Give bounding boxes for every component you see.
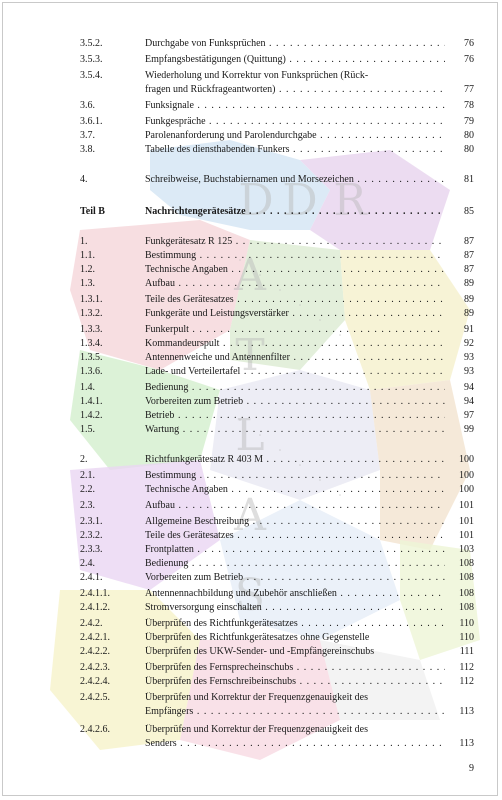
- toc-section-number: 1.3.5.: [80, 352, 103, 363]
- toc-entry-title: Kommandeurspult . . .: [145, 338, 445, 350]
- toc-page-number: 110: [459, 632, 474, 643]
- toc-section-number: 2.3.: [80, 500, 95, 511]
- toc-entry-title: Betrieb . . .: [145, 410, 445, 422]
- toc-page-number: 78: [464, 100, 474, 111]
- toc-section-number: 1.4.1.: [80, 396, 103, 407]
- toc-page-number: 103: [459, 544, 474, 555]
- toc-section-number: 2.4.2.2.: [80, 646, 110, 657]
- watermark-letter-7: A: [234, 490, 266, 541]
- watermark-letter-8: S: [234, 570, 266, 621]
- toc-entry-title: Vorbereiten zum Betrieb . . .: [145, 572, 445, 584]
- toc-page-number: 101: [459, 530, 474, 541]
- toc-entry-title: Überprüfen und Korrektur der Frequenzgenauigkeit des: [145, 692, 368, 703]
- toc-entry-title: Aufbau . . .: [145, 278, 445, 290]
- watermark-letter-1: D: [238, 175, 274, 226]
- toc-section-number: 3.6.: [80, 100, 95, 111]
- toc-page-number: 91: [464, 324, 474, 335]
- toc-section-number: 2.4.2.: [80, 618, 103, 629]
- toc-entry-title: Empfängers . . .: [145, 706, 445, 718]
- toc-page-number: 94: [464, 382, 474, 393]
- toc-section-number: 2.4.1.2.: [80, 602, 110, 613]
- toc-entry-title: Aufbau . . .: [145, 500, 445, 512]
- toc-section-number: 1.3.3.: [80, 324, 103, 335]
- toc-section-number: 4.: [80, 174, 88, 185]
- toc-entry-title: Funkgeräte und Leistungsverstärker . . .: [145, 308, 445, 320]
- toc-section-number: 1.3.4.: [80, 338, 103, 349]
- toc-section-number: 1.4.: [80, 382, 95, 393]
- toc-page-number: 87: [464, 264, 474, 275]
- toc-entry-title: Wartung . . .: [145, 424, 445, 436]
- toc-section-number: 2.4.2.6.: [80, 724, 110, 735]
- toc-entry-title: Durchgabe von Funksprüchen . . .: [145, 38, 445, 50]
- toc-page-number: 112: [459, 676, 474, 687]
- toc-entry-title: Senders . . .: [145, 738, 445, 750]
- toc-section-number: 2.3.1.: [80, 516, 103, 527]
- toc-page-number: 97: [464, 410, 474, 421]
- toc-entry-title: Überprüfen des Richtfunkgerätesatzes ohne Gegenstelle: [145, 632, 370, 643]
- toc-section-number: 2.2.: [80, 484, 95, 495]
- toc-section-number: 2.4.2.5.: [80, 692, 110, 703]
- toc-section-number: 3.6.1.: [80, 116, 103, 127]
- toc-entry-title: Empfangsbestätigungen (Quittung) . . .: [145, 54, 445, 66]
- toc-page-number: 112: [459, 662, 474, 673]
- toc-section-number: Teil B: [80, 206, 105, 217]
- toc-entry-title: Überprüfen und Korrektur der Frequenzgenauigkeit des: [145, 724, 368, 735]
- toc-section-number: 1.5.: [80, 424, 95, 435]
- toc-page-number: 108: [459, 588, 474, 599]
- toc-entry-title: Schreibweise, Buchstabiernamen und Morsezeichen . . .: [145, 174, 445, 186]
- toc-entry-title: Nachrichtengerätesätze . . .: [145, 206, 445, 218]
- toc-page-number: 89: [464, 308, 474, 319]
- toc-entry-title: Überprüfen des Fernsprecheinschubs . . .: [145, 662, 445, 674]
- toc-section-number: 2.3.2.: [80, 530, 103, 541]
- toc-section-number: 2.: [80, 454, 88, 465]
- toc-section-number: 2.1.: [80, 470, 95, 481]
- toc-page-number: 113: [459, 706, 474, 717]
- toc-section-number: 1.4.2.: [80, 410, 103, 421]
- toc-section-number: 2.4.: [80, 558, 95, 569]
- toc-page-number: 93: [464, 352, 474, 363]
- toc-page-number: 108: [459, 602, 474, 613]
- toc-page-number: 81: [464, 174, 474, 185]
- toc-section-number: 2.4.1.1.: [80, 588, 110, 599]
- toc-section-number: 3.7.: [80, 130, 95, 141]
- toc-section-number: 1.3.2.: [80, 308, 103, 319]
- toc-section-number: 1.2.: [80, 264, 95, 275]
- toc-entry-title: Überprüfen des Richtfunkgerätesatzes . . .: [145, 618, 445, 630]
- toc-entry-title: Technische Angaben . . .: [145, 484, 445, 496]
- watermark-letter-3: R: [333, 175, 367, 226]
- toc-section-number: 1.3.6.: [80, 366, 103, 377]
- toc-page-number: 76: [464, 54, 474, 65]
- toc-entry-title: Allgemeine Beschreibung . . .: [145, 516, 445, 528]
- toc-section-number: 2.4.1.: [80, 572, 103, 583]
- toc-page-number: 80: [464, 144, 474, 155]
- toc-page-number: 108: [459, 572, 474, 583]
- toc-section-number: 1.3.: [80, 278, 95, 289]
- toc-entry-title: Funkgespräche . . .: [145, 116, 445, 128]
- watermark-letter-6: L: [235, 410, 265, 461]
- toc-entry-title: Funkgerätesatz R 125 . . .: [145, 236, 445, 248]
- toc-entry-title: fragen und Rückfrageantworten) . . .: [145, 84, 445, 96]
- toc-section-number: 2.4.2.4.: [80, 676, 110, 687]
- toc-section-number: 2.3.3.: [80, 544, 103, 555]
- toc-page-number: 99: [464, 424, 474, 435]
- toc-page-number: 80: [464, 130, 474, 141]
- toc-page-number: 101: [459, 500, 474, 511]
- toc-entry-title: Bedienung . . .: [145, 382, 445, 394]
- toc-entry-title: Richtfunkgerätesatz R 403 M . . .: [145, 454, 445, 466]
- toc-page-number: 87: [464, 250, 474, 261]
- toc-page-number: 77: [464, 84, 474, 95]
- toc-section-number: 1.3.1.: [80, 294, 103, 305]
- toc-page-number: 79: [464, 116, 474, 127]
- toc-entry-title: Technische Angaben . . .: [145, 264, 445, 276]
- toc-section-number: 2.4.2.1.: [80, 632, 110, 643]
- toc-entry-title: Stromversorgung einschalten . . .: [145, 602, 445, 614]
- toc-page-number: 89: [464, 278, 474, 289]
- toc-page-number: 113: [459, 738, 474, 749]
- toc-section-number: 1.1.: [80, 250, 95, 261]
- toc-entry-title: Teile des Gerätesatzes . . .: [145, 530, 445, 542]
- toc-entry-title: Antennennachbildung und Zubehör anschließen . . .: [145, 588, 445, 600]
- toc-entry-title: Parolenanforderung und Parolendurchgabe . . .: [145, 130, 445, 142]
- page-number: 9: [469, 763, 474, 774]
- watermark-letter-5: T: [235, 330, 265, 381]
- toc-page-number: 87: [464, 236, 474, 247]
- toc-entry-title: Bedienung . . .: [145, 558, 445, 570]
- toc-section-number: 1.: [80, 236, 88, 247]
- toc-page-number: 76: [464, 38, 474, 49]
- toc-page-number: 101: [459, 516, 474, 527]
- toc-entry-title: Überprüfen des UKW-Sender- und -Empfängereinschubs: [145, 646, 375, 657]
- toc-section-number: 3.5.3.: [80, 54, 103, 65]
- toc-entry-title: Bestimmung . . .: [145, 250, 445, 262]
- toc-page-number: 100: [459, 454, 474, 465]
- watermark-letter-2: D: [282, 175, 318, 226]
- toc-page-number: 89: [464, 294, 474, 305]
- toc-entry-title: Funksignale . . .: [145, 100, 445, 112]
- toc-section-number: 3.5.4.: [80, 70, 103, 81]
- toc-entry-title: Bestimmung . . .: [145, 470, 445, 482]
- toc-section-number: 3.5.2.: [80, 38, 103, 49]
- toc-page-number: 111: [459, 646, 474, 657]
- toc-page-number: 94: [464, 396, 474, 407]
- toc-entry-title: Vorbereiten zum Betrieb . . .: [145, 396, 445, 408]
- toc-page-number: 93: [464, 366, 474, 377]
- toc-entry-title: Funkerpult . . .: [145, 324, 445, 336]
- toc-entry-title: Frontplatten . . .: [145, 544, 445, 556]
- toc-entry-title: Überprüfen des Fernschreibeinschubs . . .: [145, 676, 445, 688]
- toc-section-number: 3.8.: [80, 144, 95, 155]
- toc-entry-title: Wiederholung und Korrektur von Funksprüchen (Rück-: [145, 70, 369, 81]
- toc-page-number: 100: [459, 484, 474, 495]
- toc-page-number: 92: [464, 338, 474, 349]
- toc-entry-title: Teile des Gerätesatzes . . .: [145, 294, 445, 306]
- toc-section-number: 2.4.2.3.: [80, 662, 110, 673]
- toc-page-number: 100: [459, 470, 474, 481]
- toc-page-number: 108: [459, 558, 474, 569]
- toc-page-number: 85: [464, 206, 474, 217]
- toc-entry-title: Lade- und Verteilertafel . . .: [145, 366, 445, 378]
- toc-page-number: 110: [459, 618, 474, 629]
- watermark-letter-4: A: [234, 250, 266, 301]
- toc-entry-title: Tabelle des diensthabenden Funkers . . .: [145, 144, 445, 156]
- toc-entry-title: Antennenweiche und Antennenfilter . . .: [145, 352, 445, 364]
